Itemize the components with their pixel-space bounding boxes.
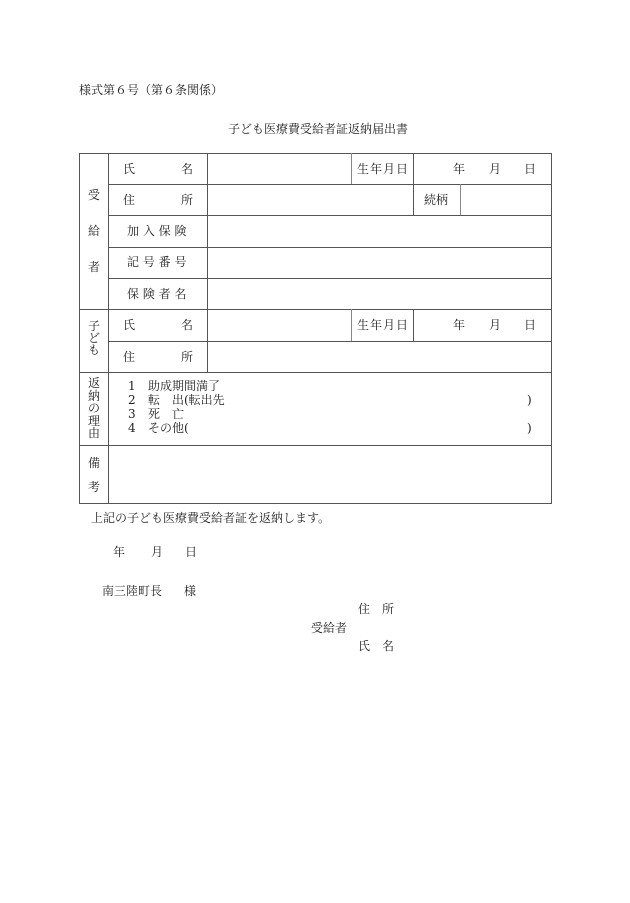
year-unit: 年 xyxy=(453,162,466,176)
reason-option-3[interactable] xyxy=(128,407,538,421)
return-statement: 上記の子ども医療費受給者証を返納します。 xyxy=(91,511,331,525)
symbol-number-label: 記 号 番 号 xyxy=(127,255,187,269)
child-name-label-2: 名 xyxy=(181,318,194,332)
label-char: も xyxy=(87,343,100,357)
day-unit: 日 xyxy=(524,318,537,332)
label-char: 納 xyxy=(87,388,100,403)
label-char: 返 xyxy=(87,376,100,390)
label-char: 者 xyxy=(87,260,100,274)
col-divider xyxy=(351,309,352,341)
month-unit: 月 xyxy=(489,162,502,176)
remarks-label xyxy=(87,456,101,494)
col-divider xyxy=(351,153,352,184)
recipient-name-field[interactable] xyxy=(208,154,351,184)
applicant-name-label: 氏 名 xyxy=(358,639,395,653)
reason-label xyxy=(87,377,101,440)
applicant-name-field[interactable] xyxy=(400,635,550,651)
child-name-field[interactable] xyxy=(208,310,351,341)
recipient-name-label-1: 氏 xyxy=(123,162,136,176)
addressee: 南三陸町長 xyxy=(102,584,163,598)
applicant-address-field[interactable] xyxy=(400,598,550,614)
label-char: の xyxy=(87,401,100,415)
day-unit: 日 xyxy=(524,162,537,176)
label-char: 給 xyxy=(87,224,100,238)
reason-number: 1 xyxy=(128,379,136,393)
month-unit: 月 xyxy=(489,318,502,332)
form-number: 様式第６号（第６条関係） xyxy=(79,83,224,97)
child-address-field[interactable] xyxy=(208,342,551,372)
recipient-dob-field[interactable] xyxy=(414,154,551,184)
label-char: 備 xyxy=(87,456,100,470)
recipient-name-label-2: 名 xyxy=(181,162,194,176)
section-divider xyxy=(79,372,552,373)
month-unit: 月 xyxy=(151,545,164,559)
child-address-label-2: 所 xyxy=(181,350,194,364)
child-dob-field[interactable] xyxy=(414,310,551,341)
insurer-name-label: 保 険 者 名 xyxy=(127,287,187,301)
close-paren: ) xyxy=(527,393,532,407)
reason-option-2[interactable] xyxy=(128,393,538,407)
insurer-name-field[interactable] xyxy=(208,279,551,309)
close-paren: ) xyxy=(527,421,532,435)
child-name-label-1: 氏 xyxy=(123,318,136,332)
symbol-number-field[interactable] xyxy=(208,248,551,278)
recipient-address-label-1: 住 xyxy=(123,193,136,207)
insurance-label: 加 入 保 険 xyxy=(127,224,187,238)
child-dob-label: 生年月日 xyxy=(357,318,410,332)
reason-text: 転 出(転出先 xyxy=(148,393,225,407)
year-unit: 年 xyxy=(113,545,126,559)
recipient-label xyxy=(87,188,101,274)
form-title: 子ども医療費受給者証返納届出書 xyxy=(228,122,409,136)
reason-option-1[interactable] xyxy=(128,379,538,393)
reason-number: 3 xyxy=(128,407,136,421)
table-border-right xyxy=(551,153,552,504)
recipient-address-label-2: 所 xyxy=(181,193,194,207)
relationship-field[interactable] xyxy=(461,185,551,215)
label-char: 考 xyxy=(87,480,100,494)
remarks-field[interactable] xyxy=(109,446,551,503)
reason-text: 死 亡 xyxy=(148,407,185,421)
recipient-dob-label: 生年月日 xyxy=(357,162,410,176)
relationship-label: 続柄 xyxy=(424,193,449,207)
child-label xyxy=(87,320,101,356)
submission-date[interactable] xyxy=(113,545,203,559)
reason-text: その他( xyxy=(148,421,189,435)
table-border-bottom xyxy=(79,503,552,504)
table-border-left xyxy=(79,153,80,504)
day-unit: 日 xyxy=(185,545,198,559)
applicant-address-label: 住 所 xyxy=(358,602,395,616)
label-char: 子 xyxy=(87,319,100,333)
label-char: 受 xyxy=(87,188,100,202)
applicant-label: 受給者 xyxy=(311,621,348,635)
recipient-address-field[interactable] xyxy=(208,185,413,215)
reason-number: 4 xyxy=(128,421,136,435)
honorific: 様 xyxy=(184,584,197,598)
year-unit: 年 xyxy=(453,318,466,332)
child-address-label-1: 住 xyxy=(123,350,136,364)
reason-option-4[interactable] xyxy=(128,421,538,435)
reason-text: 助成期間満了 xyxy=(148,379,221,393)
reason-number: 2 xyxy=(128,393,136,407)
label-char: ど xyxy=(87,331,100,345)
label-char: 由 xyxy=(87,426,100,440)
label-char: 理 xyxy=(87,413,100,428)
insurance-field[interactable] xyxy=(208,216,551,247)
